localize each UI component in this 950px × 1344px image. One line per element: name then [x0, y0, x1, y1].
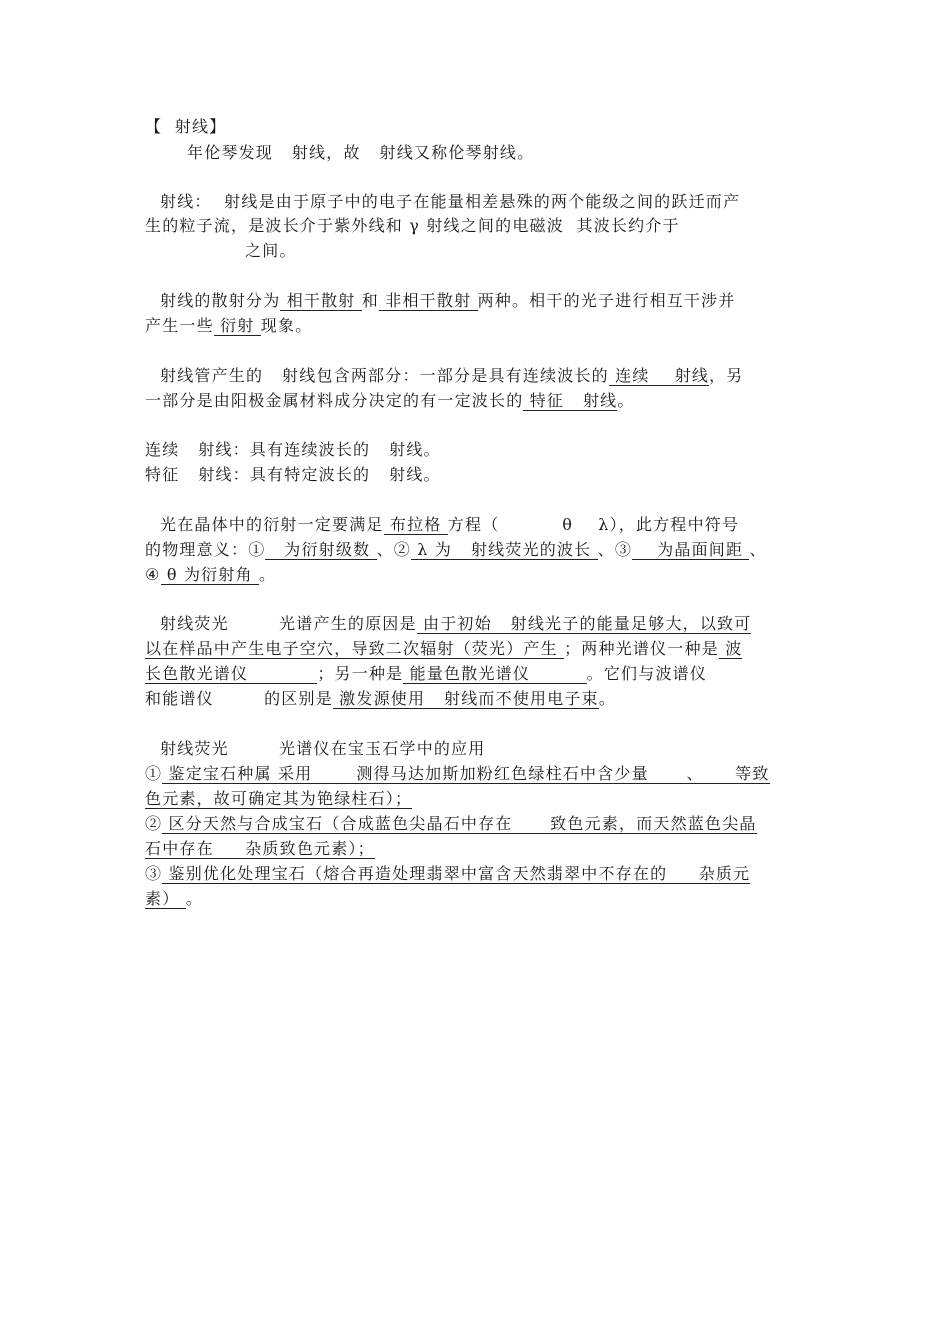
bragg-text: 、 [749, 540, 767, 559]
tube-text: ，另 [709, 366, 744, 385]
bragg-line-1 [160, 515, 739, 535]
answer-identify-species-cont: 色元素，故可确定其为铯绿柱石）； [145, 789, 413, 808]
xrf-text: 。 [598, 689, 617, 708]
xrf-line-4 [145, 689, 616, 709]
characteristic-definition: 特征 射线：具有特定波长的 射线。 [145, 465, 441, 484]
application-item-3-cont [145, 889, 203, 909]
xrf-text: ；两种光谱仪一种是 [564, 639, 719, 658]
xrf-line-2 [145, 639, 742, 659]
xrf-text: 射线荧光 光谱产生的原因是 [160, 614, 417, 633]
xrf-line-1 [160, 614, 751, 634]
answer-bragg: 布拉格 [383, 515, 448, 534]
answer-treatment-cont: 素） [145, 889, 186, 908]
application-item-2 [145, 814, 757, 834]
xrf-text: ；另一种是 [317, 664, 404, 683]
bragg-text: 。 [259, 565, 277, 584]
answer-wavelength: λ 为 射线荧光的波长 [410, 540, 598, 559]
answer-plane-spacing: 为晶面间距 [632, 540, 750, 559]
definition-line-3: 之间。 [245, 241, 297, 260]
answer-natural-synthetic: 区分天然与合成宝石（合成蓝色尖晶石中存在 致色元素，而天然蓝色尖晶 [162, 814, 757, 833]
answer-wds-cont: 长色散光谱仪 [145, 664, 318, 683]
application-item-1 [145, 764, 770, 784]
scatter-line-1 [160, 291, 736, 311]
application-title: 射线荧光 光谱仪在宝玉石学中的应用 [160, 739, 486, 758]
answer-diffraction-order: 为衍射级数 [265, 540, 377, 559]
tube-text: 。 [617, 391, 635, 410]
tube-line-1 [160, 366, 744, 386]
bragg-text: 、③ [597, 540, 633, 559]
bragg-text: ④ [145, 565, 161, 584]
answer-diffraction: 衍射 [213, 316, 261, 335]
answer-difference: 激发源使用 射线而不使用电子束 [332, 689, 599, 708]
scatter-text: 射线的散射分为 [160, 291, 281, 310]
intro-line: 年伦琴发现 射线，故 射线又称伦琴射线。 [187, 143, 535, 162]
answer-xrf-cause: 由于初始 射线光子的能量足够大，以致可 [416, 614, 752, 633]
answer-natural-synthetic-cont: 石中存在 杂质致色元素）； [145, 839, 375, 858]
application-item-3 [145, 864, 750, 884]
answer-continuous-xray: 连续 射线 [608, 366, 710, 385]
bragg-text: 、② [376, 540, 411, 559]
definition-line-1: 射线： 射线是由于原子中的电子在能量相差悬殊的两个能级之间的跃迁而产 [160, 192, 741, 211]
item-number: ③ [145, 864, 163, 883]
scatter-text: 产生一些 [145, 316, 214, 335]
answer-treatment: 鉴别优化处理宝石（熔合再造处理翡翠中富含天然翡翠中不存在的 杂质元 [162, 864, 751, 883]
scatter-text: 和 [361, 291, 379, 310]
xrf-text: 和能谱仪 的区别是 [145, 689, 333, 708]
application-item-1-cont [145, 789, 412, 809]
answer-characteristic-xray: 特征 射线 [523, 391, 618, 410]
xrf-line-3 [145, 664, 707, 684]
answer-diffraction-angle: θ 为衍射角 [160, 565, 260, 584]
section-heading: 【 射线】 [145, 117, 227, 136]
scatter-text: 现象。 [260, 316, 313, 335]
tube-text: 一部分是由阳极金属材料成分决定的有一定波长的 [145, 391, 524, 410]
bragg-line-2 [145, 540, 767, 560]
tube-line-2 [145, 391, 635, 411]
item-number: ① [145, 764, 163, 783]
answer-identify-species: 鉴定宝石种属 采用 测得马达加斯加粉红色绿柱石中含少量 、 等致 [162, 764, 770, 783]
answer-incoherent-scattering: 非相干散射 [378, 291, 478, 310]
scatter-line-2 [145, 316, 312, 336]
answer-wds: 波 [718, 639, 743, 658]
continuous-definition: 连续 射线：具有连续波长的 射线。 [145, 440, 441, 459]
definition-line-2: 生的粒子流，是波长介于紫外线和 γ 射线之间的电磁波 其波长约介于 [145, 216, 680, 235]
xrf-text: 。它们与波谱仪 [586, 664, 708, 683]
application-item-2-cont [145, 839, 375, 859]
answer-coherent-scattering: 相干散射 [280, 291, 362, 310]
answer-eds: 能量色散光谱仪 [403, 664, 587, 683]
item-number: ② [145, 814, 163, 833]
answer-xrf-cause-cont: 以在样品中产生电子空穴，导致二次辐射（荧光）产生 [145, 639, 565, 658]
item-end: 。 [185, 889, 203, 908]
bragg-text: 光在晶体中的衍射一定要满足 [160, 515, 384, 534]
bragg-line-3 [145, 565, 276, 585]
bragg-text: 方程（ θ λ），此方程中符号 [447, 515, 740, 534]
tube-text: 射线管产生的 射线包含两部分：一部分是具有连续波长的 [160, 366, 609, 385]
scatter-text: 两种。相干的光子进行相互干涉并 [477, 291, 736, 310]
bragg-text: 的物理意义：① [145, 540, 266, 559]
